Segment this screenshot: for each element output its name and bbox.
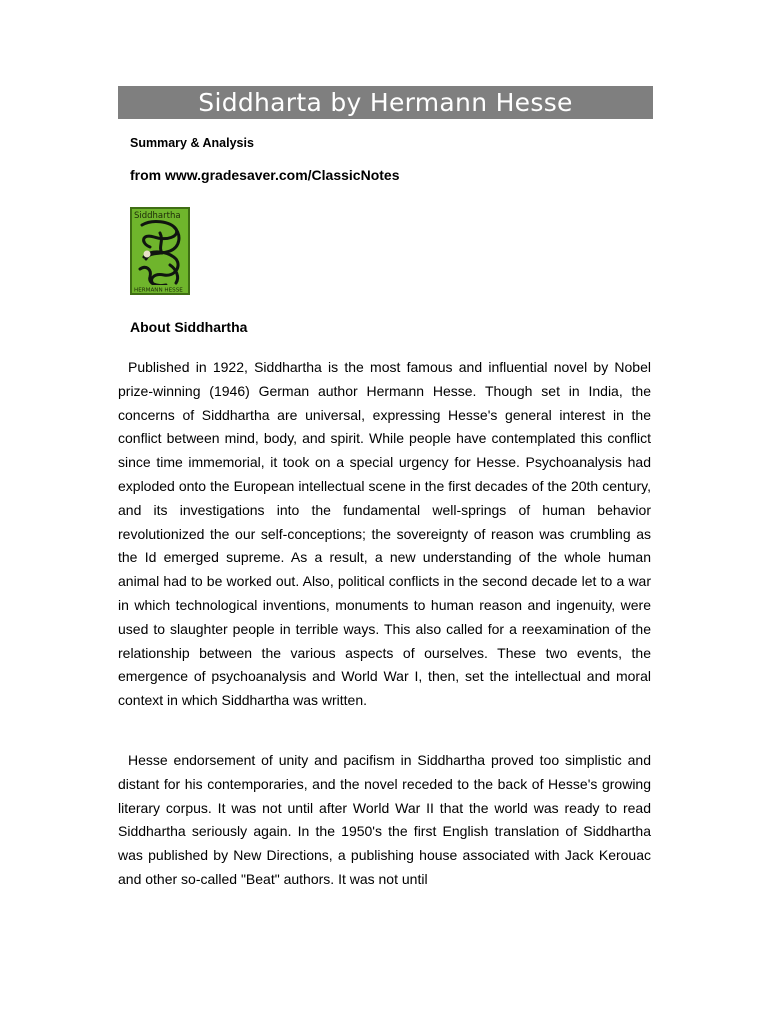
cover-title: Siddhartha <box>134 211 181 221</box>
cover-figure <box>144 251 151 258</box>
document-title: Siddharta by Hermann Hesse <box>198 88 573 117</box>
book-cover-image <box>130 207 190 295</box>
body-paragraph: Hesse endorsement of unity and pacifism in Siddhartha proved too simplistic and distant for his contemporaries, and the novel receded to the back of Hesse's growing literary corpus. It was not until after World War II that the world was ready to read Siddhartha seriously again. In the 1950's the first English translation of Siddhartha was published by New Directions, a publishing house associated with Jack Kerouac and other so-called "Beat" authors. It was not until <box>118 752 651 887</box>
body-paragraph: Published in 1922, Siddhartha is the most famous and influential novel by Nobel prize-winning (1946) German author Hermann Hesse. Though set in India, the concerns of Siddhartha are universal, expressing Hesse's general interest in the conflict between mind, body, and spirit. While people have contemplated this conflict since time immemorial, it took on a special urgency for Hesse. Psychoanalysis had exploded onto the European intellectual scene in the first decades of the 20th century, and its investigations into the fundamental well-springs of human behavior revolutionized the our self-conceptions; the sovereignty of reason was crumbling as the Id emerged supreme. As a result, a new understanding of the whole human animal had to be worked out. Also, political conflicts in the second decade let to a war in which technological inventions, monuments to human reason and ingenuity, were used to slaughter people in terrible ways. This also called for a reexamination of the relationship between the various aspects of ourselves. These two events, the emergence of psychoanalysis and World War I, then, set the intellectual and moral context in which Siddhartha was written. <box>118 359 651 709</box>
document-subtitle: Summary & Analysis <box>130 136 254 150</box>
cover-author: HERMANN HESSE <box>134 287 183 294</box>
title-banner <box>118 86 653 119</box>
section-heading: About Siddhartha <box>130 319 248 335</box>
source-line: from www.gradesaver.com/ClassicNotes <box>130 167 400 183</box>
